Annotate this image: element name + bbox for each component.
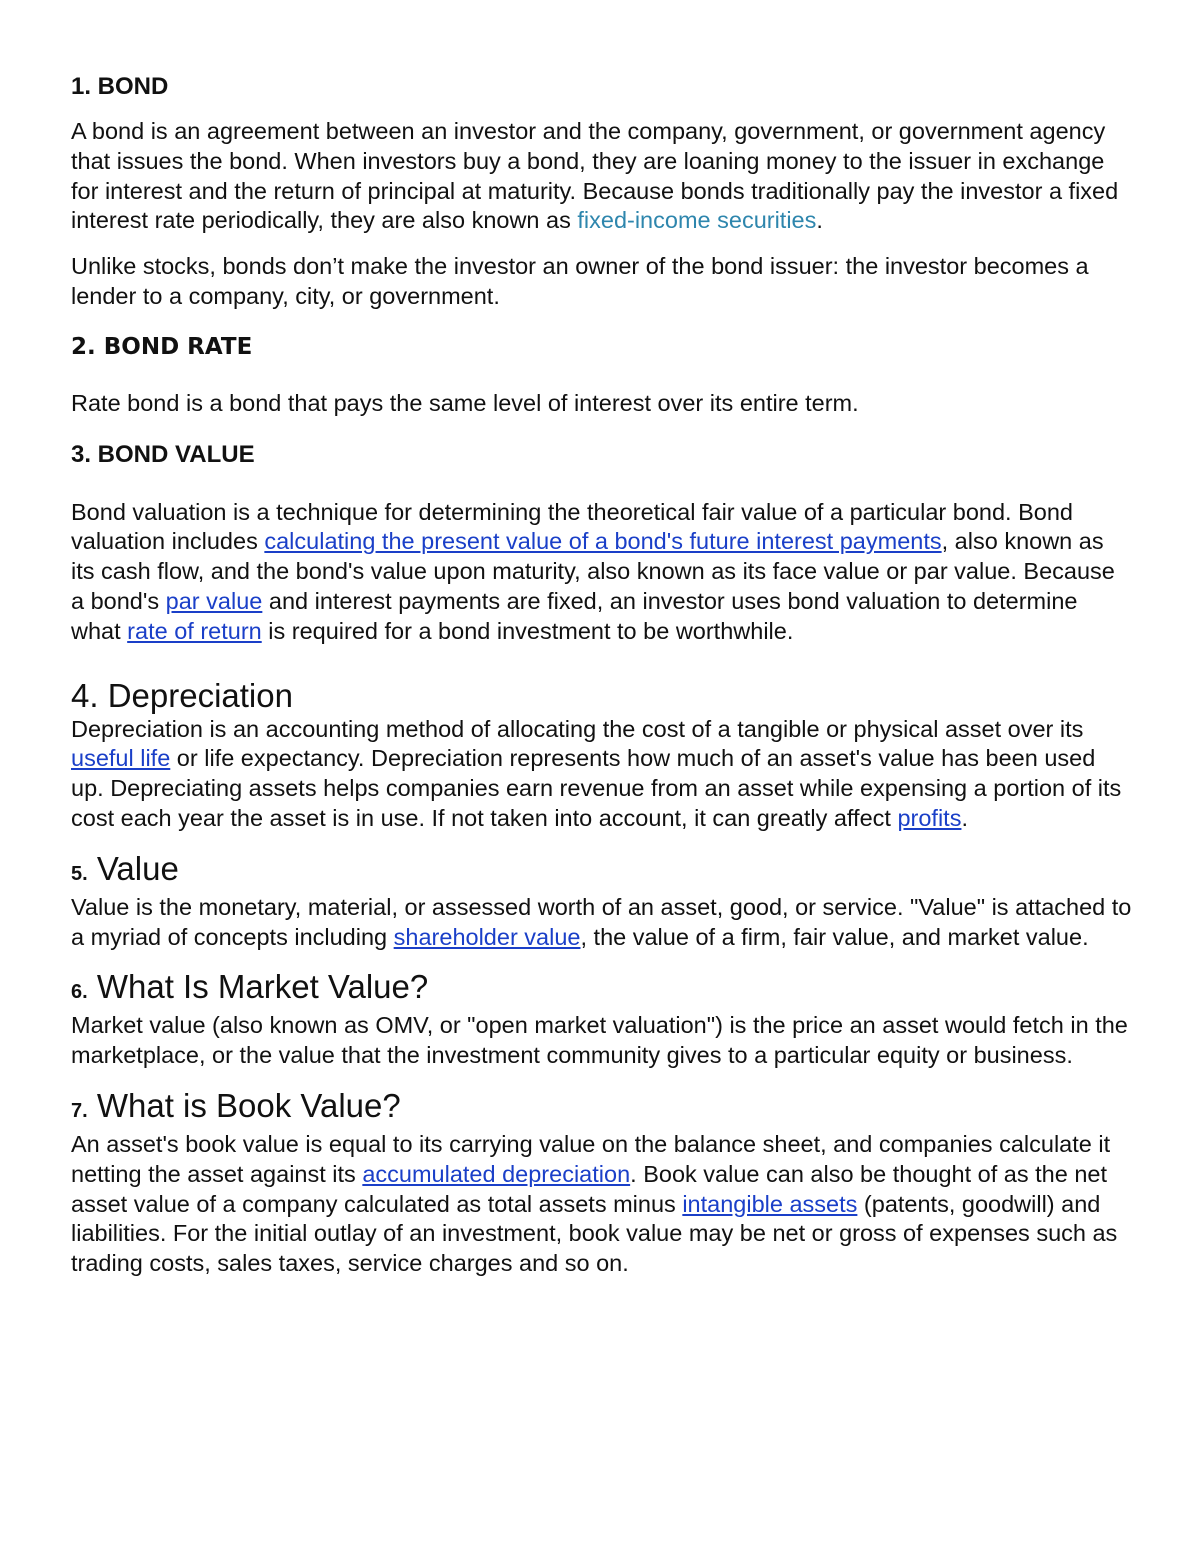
intangible-assets-link[interactable]: intangible assets (682, 1190, 858, 1217)
bond-definition-paragraph (71, 117, 1133, 236)
section-heading-bond-value: 3. BOND VALUE (71, 440, 255, 468)
bond-value-paragraph (71, 498, 1133, 647)
accumulated-depreciation-link[interactable]: accumulated depreciation (362, 1160, 631, 1187)
fixed-income-securities-link[interactable]: fixed-income securities (577, 207, 817, 234)
section-number: 7. (71, 1099, 88, 1122)
depreciation-paragraph (71, 715, 1133, 834)
value-text-2: , the value of a firm, fair value, and market value. (580, 923, 1089, 950)
section-heading-bond: 1. BOND (71, 73, 169, 100)
section-heading-depreciation: 4. Depreciation (71, 676, 293, 714)
book-value-text-2: . Book value can also be thought of as the net asset value of a company calculated as total assets minus (71, 1160, 1108, 1217)
section-title: Value (87, 849, 179, 887)
book-value-text-3: (patents, goodwill) and liabilities. For the initial outlay of an investment, book value may be net or gross of expenses such as trading costs, sales taxes, service charges and so on. (71, 1190, 1118, 1277)
bond-value-text-2: , also known as its cash flow, and the bond's value upon maturity, also known as its face value or par value. Because a bond's (71, 528, 1115, 614)
depreciation-text-2: or life expectancy. Depreciation represents how much of an asset's value has been used up. Depreciating assets helps companies earn revenue from an asset while expensing a portion of its cost each year the asset is in use. If not taken into account, it can greatly affect (71, 745, 1122, 831)
rate-of-return-link[interactable]: rate of return (127, 617, 262, 644)
bond-value-text-3: and interest payments are fixed, an investor uses bond valuation to determine what (71, 587, 1078, 644)
bond-value-text-1: Bond valuation is a technique for determining the theoretical fair value of a particular bond. Bond valuation includes (71, 498, 1073, 555)
section-number: 6. (71, 981, 88, 1004)
section-title: What is Book Value? (87, 1086, 401, 1124)
profits-link[interactable]: profits (897, 804, 962, 831)
par-value-link[interactable]: par value (165, 587, 263, 614)
book-value-text-1: An asset's book value is equal to its carrying value on the balance sheet, and companies calculate it netting the asset against its (71, 1130, 1111, 1187)
present-value-link[interactable]: calculating the present value of a bond's future interest payments (264, 528, 942, 555)
section-heading-market-value (71, 968, 1133, 1011)
document-page (71, 72, 1133, 1279)
value-text-1: Value is the monetary, material, or assessed worth of an asset, good, or service. "Value" is attached to a myriad of concepts including (71, 893, 1132, 950)
value-paragraph (71, 893, 1133, 953)
section-heading-value (71, 850, 1133, 893)
bond-definition-text: A bond is an agreement between an investor and the company, government, or government agency that issues the bond. When investors buy a bond, they are loaning money to the issuer in exchange for interest and the return of principal at maturity. Because bonds traditionally pay the investor a fixed interest rate periodically, they are also known as (71, 118, 1119, 234)
bond-value-text-4: is required for a bond investment to be worthwhile. (261, 617, 794, 644)
shareholder-value-link[interactable]: shareholder value (393, 923, 581, 950)
section-heading-bond-rate: 2. BOND RATE (71, 333, 253, 360)
section-heading-book-value (71, 1087, 1133, 1130)
depreciation-text-1: Depreciation is an accounting method of allocating the cost of a tangible or physical asset over its (71, 715, 1084, 742)
bond-rate-paragraph: Rate bond is a bond that pays the same level of interest over its entire term. (71, 389, 859, 416)
market-value-paragraph: Market value (also known as OMV, or "open market valuation") is the price an asset would fetch in the marketplace, or the value that the investment community gives to a particular equity or business. (71, 1012, 1128, 1069)
depreciation-text-3: . (961, 804, 968, 831)
bond-lender-paragraph: Unlike stocks, bonds don’t make the investor an owner of the bond issuer: the investor becomes a lender to a company, city, or government. (71, 253, 1089, 309)
section-title: What Is Market Value? (87, 968, 429, 1006)
bond-definition-text-end: . (816, 207, 823, 234)
book-value-paragraph (71, 1130, 1133, 1279)
section-number: 5. (71, 862, 88, 885)
useful-life-link[interactable]: useful life (71, 745, 171, 772)
